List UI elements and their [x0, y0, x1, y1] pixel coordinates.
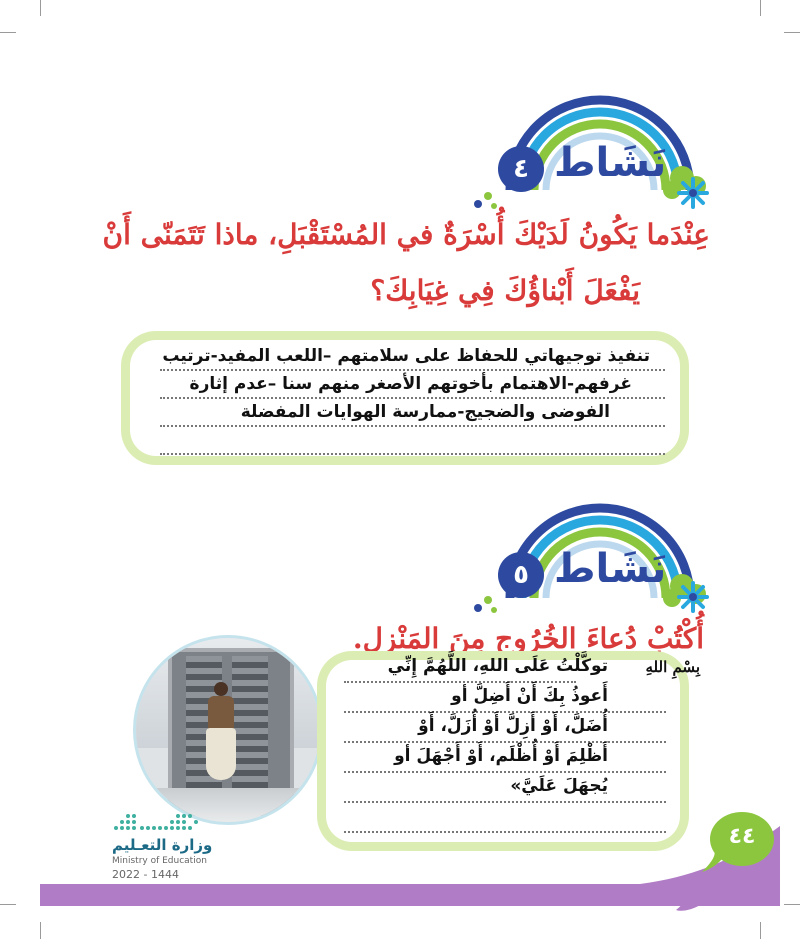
activity-4-question-line2: يَفْعَلَ أَبْناؤُكَ فِي غِيَابِكَ؟ — [370, 274, 640, 307]
activity-5-answer-line: توكَّلْتُ عَلَى اللهِ، اللَّهُمَّ إِنِّي — [387, 656, 608, 676]
activity-5-label: نَشَاط — [554, 546, 667, 592]
activity-4-answer-line: الفوضى والضجيج-ممارسة الهوايات المفضلة — [240, 402, 610, 422]
answer-line — [160, 397, 665, 399]
answer-line — [344, 681, 576, 683]
answer-line — [160, 369, 665, 371]
ministry-logo-icon — [112, 808, 202, 834]
flower-icon — [676, 176, 710, 210]
ministry-name-arabic: وزارة التعـليم — [112, 836, 213, 854]
answer-line — [344, 771, 666, 773]
answer-line — [160, 425, 665, 427]
sparkle-icon — [472, 188, 498, 212]
activity-4-number-badge: ٤ — [498, 146, 544, 192]
answer-line — [160, 453, 665, 455]
activity-4-answer-line: غرفهم-الاهتمام بأخوتهم الأصغر منهم سنا –عدم إثارة — [189, 374, 632, 394]
page-number-tail-icon — [702, 848, 732, 874]
activity-5-answer-line: أَظْلِمَ أَوْ أُظْلَم، أَوْ أَجْهَلَ أو — [394, 746, 608, 766]
ministry-year: 2022 - 1444 — [112, 868, 179, 881]
activity-4-answer-line: تنفيذ توجيهاتي للحفاظ على سلامتهم –اللعب المفيد-ترتيب — [162, 346, 650, 366]
sparkle-icon — [472, 592, 498, 616]
crop-mark — [0, 904, 16, 905]
activity-5-prefix: بِسْمِ اللهِ — [645, 658, 700, 676]
answer-line — [344, 711, 666, 713]
activity-5-answer-line: يُجهَلَ عَلَيَّ» — [510, 776, 608, 796]
activity-4-question-line1: عِنْدَما يَكُونُ لَدَيْكَ أُسْرَةٌ في المُسْتَقْبَلِ، ماذا تَتَمَنّى أَنْ — [102, 218, 710, 251]
activity-5-answer-line: أُضَلَّ، أَوْ أَزِلَّ أَوْ أُزَلَّ، أَوْ — [418, 716, 608, 736]
answer-line — [344, 801, 666, 803]
crop-mark — [0, 32, 16, 33]
activity-4-label: نَشَاط — [554, 140, 667, 186]
crop-mark — [40, 922, 41, 939]
ministry-name-english: Ministry of Education — [112, 856, 207, 866]
activity-5-question: أُكْتُبْ دُعاءَ الخُرُوجِ مِنَ المَنْزِل. — [352, 622, 704, 655]
page-number: ٤٤ — [728, 824, 756, 849]
crop-mark — [40, 0, 41, 16]
flower-icon — [676, 580, 710, 614]
answer-line — [344, 741, 666, 743]
crop-mark — [784, 32, 800, 33]
crop-mark — [760, 922, 761, 939]
activity-5-answer-line: أَعوذُ بِكَ أَنْ أَضِلَّ أو — [451, 686, 608, 706]
activity-5-number-badge: ٥ — [498, 552, 544, 598]
photo-girl-at-door — [133, 635, 323, 825]
crop-mark — [760, 0, 761, 16]
